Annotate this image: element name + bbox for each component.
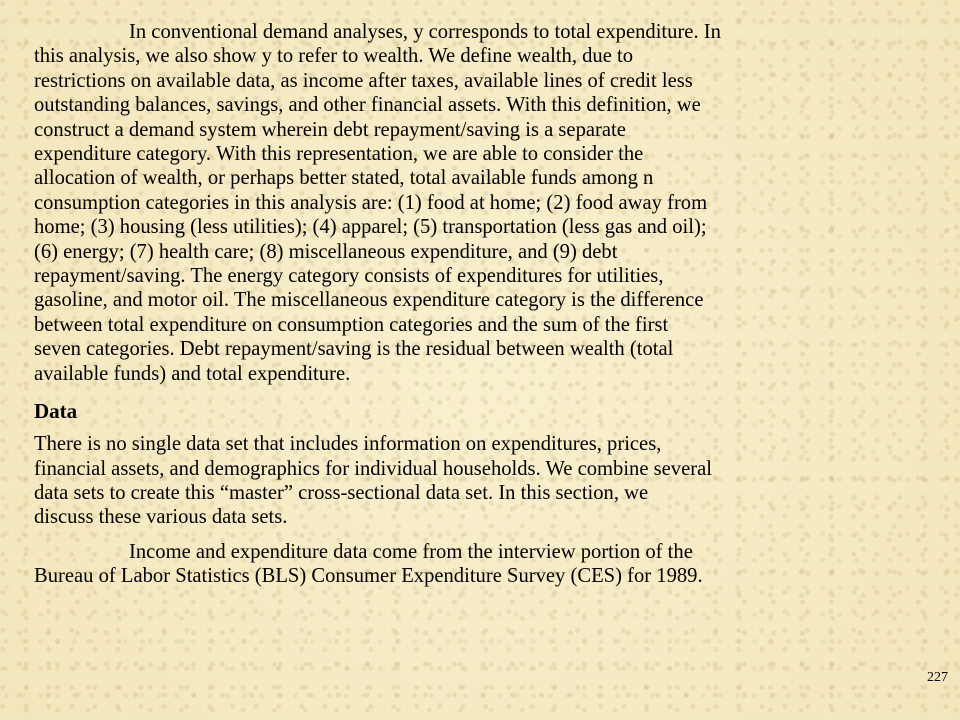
paragraph-spacer (34, 530, 914, 540)
paragraph-data-sets: There is no single data set that includes information on expenditures, prices, financial assets, and demographics for individual households. We combine several data sets to create this “master” cross-sectional data set. In this section, we discuss these various data sets. (34, 433, 712, 529)
page-number: 227 (927, 670, 948, 685)
paragraph-income-expenditure: Income and expenditure data come from the interview portion of the Bureau of Labor Statistics (BLS) Consumer Expenditure Survey (CES) for 1989. (34, 540, 703, 588)
document-page (34, 20, 914, 589)
section-heading-data: Data (34, 399, 78, 424)
paragraph-demand-analysis: In conventional demand analyses, y corresponds to total expenditure. In this analysis, we also show y to refer to wealth. We define wealth, due to restrictions on available data, as income after taxes, available lines of credit less outstanding balances, savings, and other financial assets. With this definition, we construct a demand system wherein debt repayment/saving is a separate expenditure category. With this representation, we are able to consider the allocation of wealth, or perhaps better stated, total available funds among n consumption categories in this analysis are: (1) food at home; (2) food away from home; (3) housing (less utilities); (4) apparel; (5) transportation (less gas and oil); (6) energy; (7) health care; (8) miscellaneous expenditure, and (9) debt repayment/saving. The energy category consists of expenditures for utilities, gasoline, and motor oil. The miscellaneous expenditure category is the difference between total expenditure on consumption categories and the sum of the first seven categories. Debt repayment/saving is the residual between wealth (total available funds) and total expenditure. (34, 21, 721, 385)
